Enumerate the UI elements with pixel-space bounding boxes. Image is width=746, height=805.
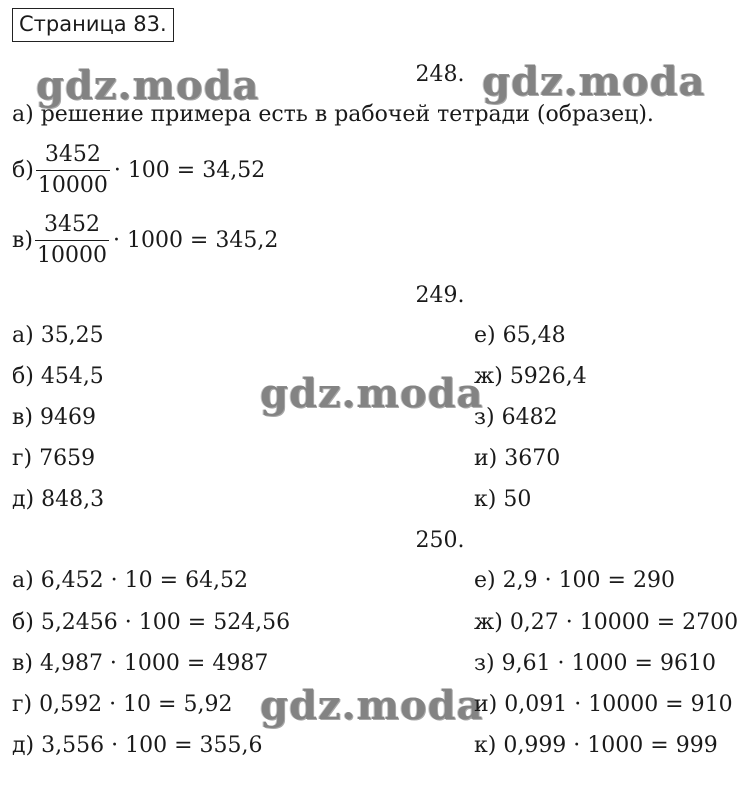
answer-249-right-1: ж) 5926,4: [474, 364, 587, 389]
answer-249-right-2: з) 6482: [474, 405, 558, 430]
task-number-248: 248.: [415, 62, 465, 87]
watermark: gdz.moda: [482, 58, 706, 105]
task-number-250: 250.: [415, 528, 465, 553]
fraction-denominator: 10000: [35, 240, 109, 271]
answer-249-left-2: в) 9469: [12, 405, 96, 430]
answer-250-right-0: е) 2,9 · 100 = 290: [474, 568, 675, 593]
answer-rest: · 1000 = 345,2: [112, 228, 279, 253]
answer-248-b: [12, 140, 265, 201]
fraction: [35, 210, 109, 271]
answer-250-right-2: з) 9,61 · 1000 = 9610: [474, 651, 716, 676]
answer-250-left-0: а) 6,452 · 10 = 64,52: [12, 568, 249, 593]
answer-prefix: в): [12, 228, 33, 253]
answer-250-right-3: и) 0,091 · 10000 = 910: [474, 692, 733, 717]
answer-250-right-1: ж) 0,27 · 10000 = 2700: [474, 610, 739, 635]
task-number-249: 249.: [415, 283, 465, 308]
page-label: Страница 83.: [12, 8, 174, 42]
answer-prefix: б): [12, 158, 34, 183]
answer-249-left-4: д) 848,3: [12, 487, 105, 512]
watermark: gdz.moda: [260, 682, 484, 729]
answer-248-v: [12, 210, 278, 271]
answer-250-left-1: б) 5,2456 · 100 = 524,56: [12, 610, 291, 635]
answer-249-right-3: и) 3670: [474, 446, 561, 471]
answer-249-right-0: е) 65,48: [474, 323, 566, 348]
answer-250-left-2: в) 4,987 · 1000 = 4987: [12, 651, 269, 676]
answer-249-left-3: г) 7659: [12, 446, 96, 471]
fraction-numerator: 3452: [43, 212, 100, 237]
answer-250-right-4: к) 0,999 · 1000 = 999: [474, 733, 718, 758]
fraction-numerator: 3452: [44, 142, 101, 167]
watermark: gdz.moda: [260, 370, 484, 417]
answer-250-left-3: г) 0,592 · 10 = 5,92: [12, 692, 233, 717]
answer-rest: · 100 = 34,52: [113, 158, 266, 183]
answer-250-left-4: д) 3,556 · 100 = 355,6: [12, 733, 263, 758]
watermark: gdz.moda: [36, 62, 260, 109]
answer-249-right-4: к) 50: [474, 487, 532, 512]
answer-249-left-1: б) 454,5: [12, 364, 104, 389]
answer-249-left-0: а) 35,25: [12, 323, 104, 348]
fraction: [36, 140, 110, 201]
answer-248-a: а) решение примера есть в рабочей тетради (образец).: [12, 102, 654, 127]
fraction-denominator: 10000: [36, 170, 110, 201]
